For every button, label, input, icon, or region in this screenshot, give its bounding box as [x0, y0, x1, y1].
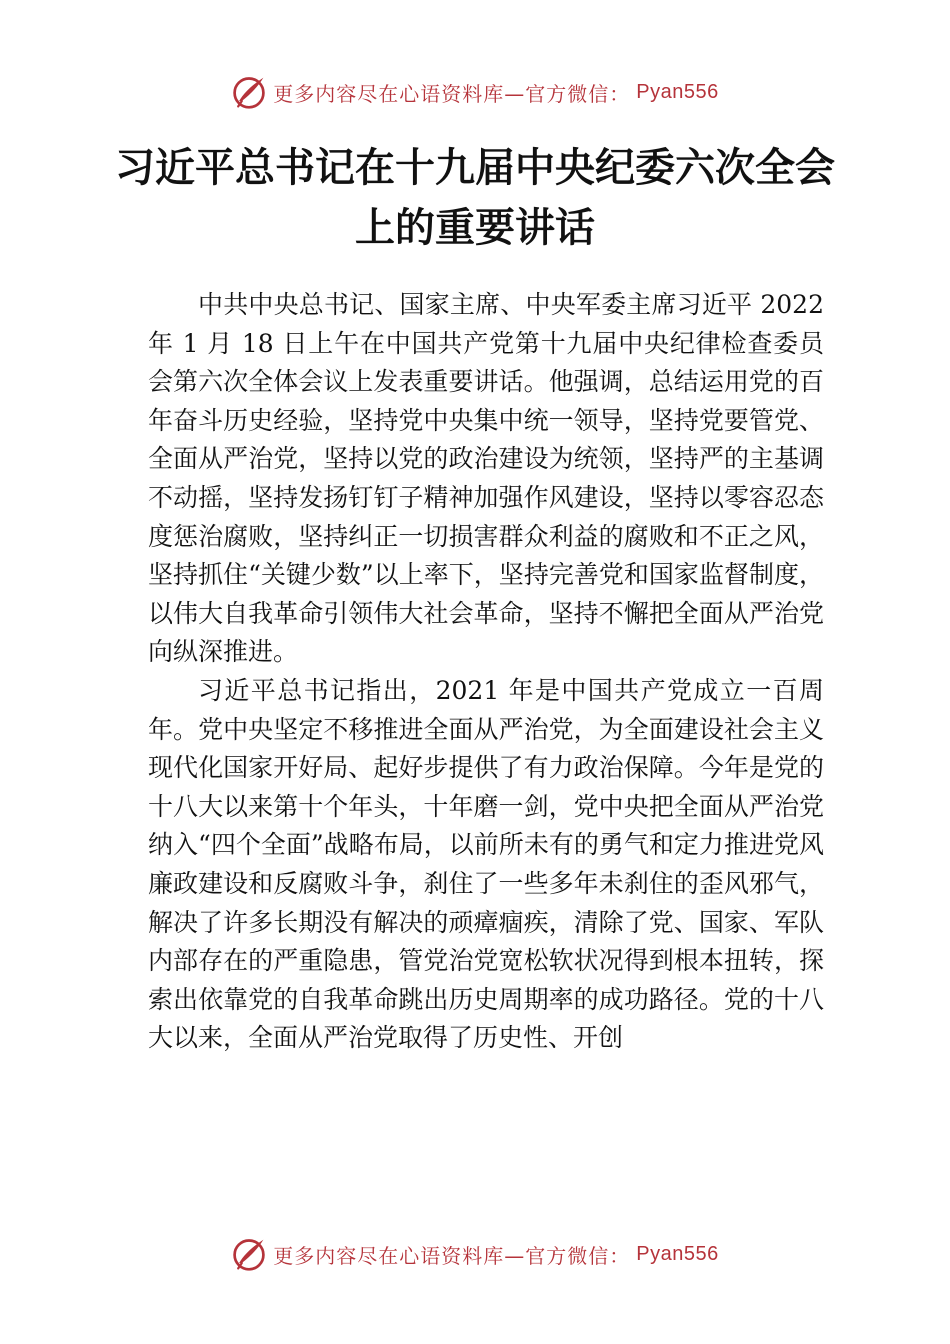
- footer-banner: [0, 1236, 950, 1272]
- paragraph-2: 习近平总书记指出，2021 年是中国共产党成立一百周年。党中央坚定不移推进全面从严治党，为全面建设社会主义现代化国家开好局、起好步提供了有力政治保障。今年是党的十八大以来第十个年头，十年磨一剑，党中央把全面从严治党纳入“四个全面”战略布局，以前所未有的勇气和定力推进党风廉政建设和反腐败斗争，刹住了一些多年未刹住的歪风邪气，解决了许多长期没有解决的顽瘴痼疾，清除了党、国家、军队内部存在的严重隐患，管党治党宽松软状况得到根本扭转，探索出依靠党的自我革命跳出历史周期率的成功路径。党的十八大以来，全面从严治党取得了历史性、开创: [148, 675, 824, 1053]
- footer-banner-text: 更多内容尽在心语资料库—官方微信：: [273, 1243, 631, 1268]
- header-banner-handle: Pyan556: [636, 80, 719, 103]
- header-banner-text: 更多内容尽在心语资料库—官方微信：: [273, 81, 631, 106]
- paragraph-1: 中共中央总书记、国家主席、中央军委主席习近平 2022 年 1 月 18 日上午在中国共产党第十九届中央纪律检查委员会第六次全体会议上发表重要讲话。他强调，总结运用党的百年奋斗历史经验，坚持党中央集中统一领导，坚持党要管党、全面从严治党，坚持以党的政治建设为统领，坚持严的主基调不动摇，坚持发扬钉钉子精神加强作风建设，坚持以零容忍态度惩治腐败，坚持纠正一切损害群众利益的腐败和不正之风，坚持抓住“关键少数”以上率下，坚持完善党和国家监督制度，以伟大自我革命引领伟大社会革命，坚持不懈把全面从严治党向纵深推进。: [148, 290, 824, 667]
- quill-logo-icon: [231, 74, 267, 110]
- quill-logo-icon: [231, 1236, 267, 1272]
- document-body: [148, 286, 824, 1058]
- document-title: 习近平总书记在十九届中央纪委六次全会上的重要讲话: [115, 145, 835, 251]
- header-banner: [0, 74, 950, 110]
- footer-banner-handle: Pyan556: [636, 1242, 719, 1265]
